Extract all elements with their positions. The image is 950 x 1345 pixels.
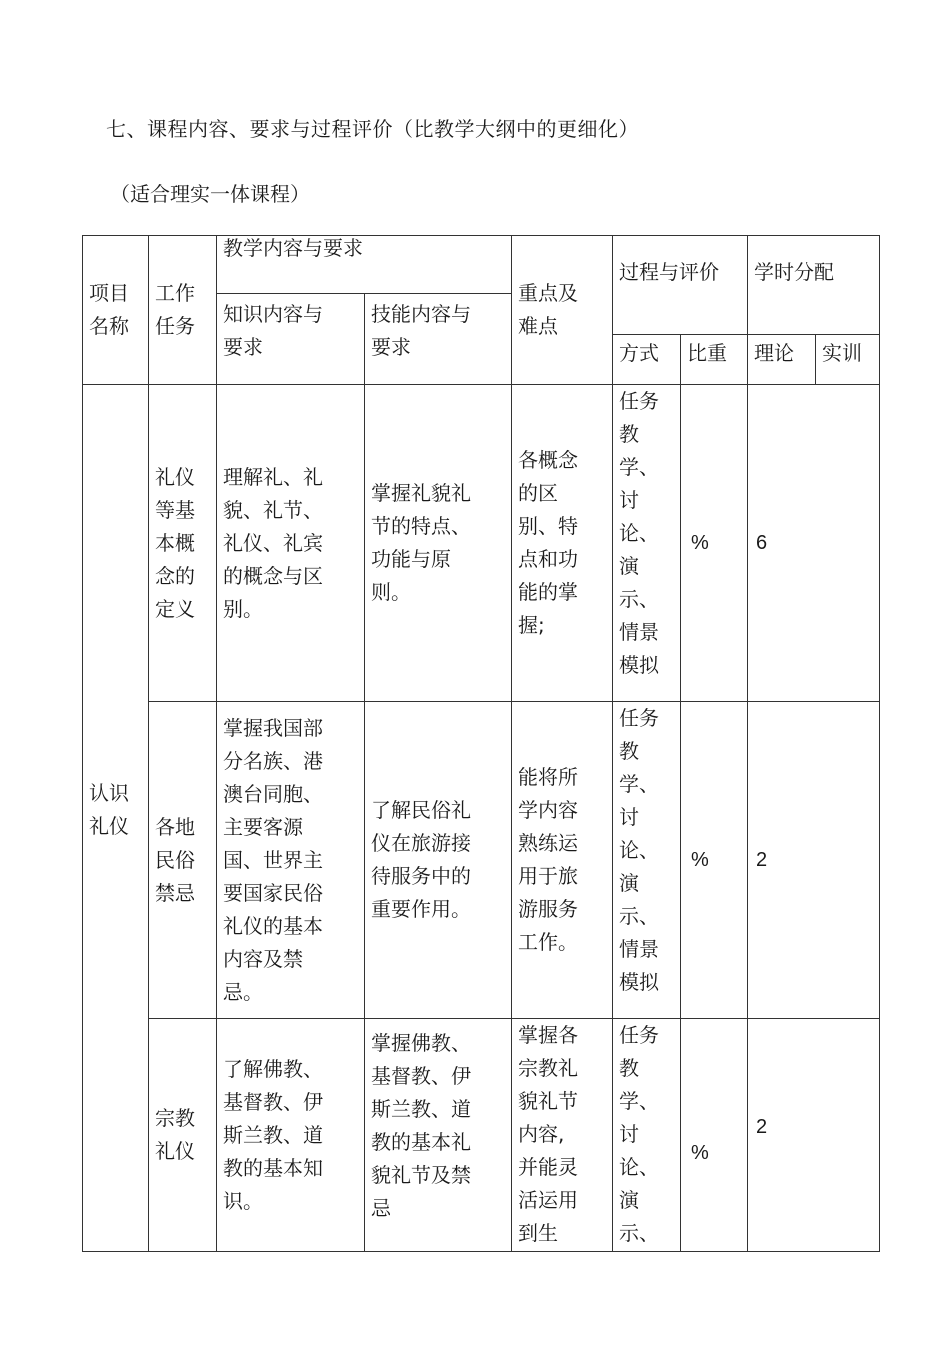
key-points-cell bbox=[512, 385, 613, 702]
practice-cell bbox=[816, 702, 880, 1019]
task-label: 礼仪 等基 本概 念的 定义 bbox=[155, 464, 195, 621]
key-points-cell bbox=[512, 702, 613, 1019]
section-subheading: （适合理实一体课程） bbox=[110, 182, 310, 206]
practice-cell bbox=[816, 1019, 880, 1252]
header-hours bbox=[748, 236, 880, 335]
header-project-name-label: 项目 名称 bbox=[89, 281, 129, 338]
task-cell bbox=[149, 702, 217, 1019]
course-content-table bbox=[82, 235, 880, 1252]
table-row bbox=[83, 702, 880, 1019]
header-method-label: 方式 bbox=[619, 341, 659, 365]
theory-cell bbox=[748, 385, 816, 702]
skills-text: 掌握礼貌礼 节的特点、 功能与原 则。 bbox=[371, 481, 471, 604]
header-hours-label: 学时分配 bbox=[754, 260, 834, 284]
weight-value: % bbox=[691, 1141, 709, 1164]
theory-value: 2 bbox=[756, 848, 768, 871]
method-text: 任务 教 学、 讨 论、 演 示、 情景 模拟 bbox=[619, 706, 659, 994]
task-cell bbox=[149, 385, 217, 702]
header-teaching-content-label: 教学内容与要求 bbox=[223, 236, 363, 260]
key-points-text: 能将所 学内容 熟练运 用于旅 游服务 工作。 bbox=[518, 765, 578, 954]
knowledge-text: 理解礼、礼 貌、礼节、 礼仪、礼宾 的概念与区 别。 bbox=[223, 464, 323, 621]
theory-value: 6 bbox=[756, 531, 768, 554]
header-work-task bbox=[149, 236, 217, 385]
skills-cell bbox=[365, 702, 512, 1019]
skills-text: 掌握佛教、 基督教、伊 斯兰教、道 教的基本礼 貌礼节及禁 忌 bbox=[371, 1031, 471, 1220]
header-skills-label: 技能内容与 要求 bbox=[371, 302, 471, 359]
project-label: 认识 礼仪 bbox=[89, 781, 129, 838]
task-label: 宗教 礼仪 bbox=[155, 1106, 195, 1163]
method-cell bbox=[613, 702, 681, 1019]
header-process-eval-label: 过程与评价 bbox=[619, 260, 719, 284]
header-knowledge bbox=[217, 294, 365, 385]
method-text: 任务 教 学、 讨 论、 演 示、 情景 模拟 bbox=[619, 389, 659, 677]
header-key-points-label: 重点及 难点 bbox=[518, 281, 578, 338]
weight-cell bbox=[681, 1019, 748, 1252]
header-weight bbox=[681, 335, 748, 385]
knowledge-cell bbox=[217, 1019, 365, 1252]
header-key-points bbox=[512, 236, 613, 385]
knowledge-text: 了解佛教、 基督教、伊 斯兰教、道 教的基本知 识。 bbox=[223, 1056, 323, 1213]
header-practice bbox=[816, 335, 880, 385]
knowledge-cell bbox=[217, 385, 365, 702]
weight-value: % bbox=[691, 848, 709, 871]
method-text: 任务 教 学、 讨 论、 演 示、 bbox=[619, 1023, 659, 1245]
header-process-eval bbox=[613, 236, 748, 335]
key-points-text: 各概念 的区 别、特 点和功 能的掌 握; bbox=[518, 448, 578, 637]
header-skills bbox=[365, 294, 512, 385]
theory-cell bbox=[748, 702, 816, 1019]
key-points-text: 掌握各 宗教礼 貌礼节 内容, 并能灵 活运用 到生 bbox=[518, 1023, 578, 1245]
table-row bbox=[83, 1019, 880, 1252]
section-heading: 七、课程内容、要求与过程评价（比教学大纲中的更细化） bbox=[106, 117, 639, 141]
knowledge-text: 掌握我国部 分名族、港 澳台同胞、 主要客源 国、世界主 要国家民俗 礼仪的基本 内容及禁 忌。 bbox=[223, 715, 323, 1004]
header-work-task-label: 工作 任务 bbox=[155, 281, 195, 338]
task-cell bbox=[149, 1019, 217, 1252]
table-row bbox=[83, 385, 880, 702]
theory-cell bbox=[748, 1019, 816, 1252]
header-method bbox=[613, 335, 681, 385]
header-theory bbox=[748, 335, 816, 385]
header-theory-label: 理论 bbox=[754, 341, 794, 365]
header-practice-label: 实训 bbox=[822, 341, 862, 365]
header-weight-label: 比重 bbox=[687, 341, 727, 365]
weight-value: % bbox=[691, 531, 709, 554]
header-teaching-content bbox=[217, 236, 512, 294]
method-cell bbox=[613, 1019, 681, 1252]
knowledge-cell bbox=[217, 702, 365, 1019]
theory-value: 2 bbox=[756, 1115, 768, 1138]
weight-cell bbox=[681, 385, 748, 702]
method-cell bbox=[613, 385, 681, 702]
skills-cell bbox=[365, 1019, 512, 1252]
project-cell bbox=[83, 385, 149, 1252]
header-knowledge-label: 知识内容与 要求 bbox=[223, 302, 323, 359]
header-project-name bbox=[83, 236, 149, 385]
skills-cell bbox=[365, 385, 512, 702]
practice-cell bbox=[816, 385, 880, 702]
key-points-cell bbox=[512, 1019, 613, 1252]
task-label: 各地 民俗 禁忌 bbox=[155, 814, 195, 905]
skills-text: 了解民俗礼 仪在旅游接 待服务中的 重要作用。 bbox=[371, 798, 471, 921]
weight-cell bbox=[681, 702, 748, 1019]
